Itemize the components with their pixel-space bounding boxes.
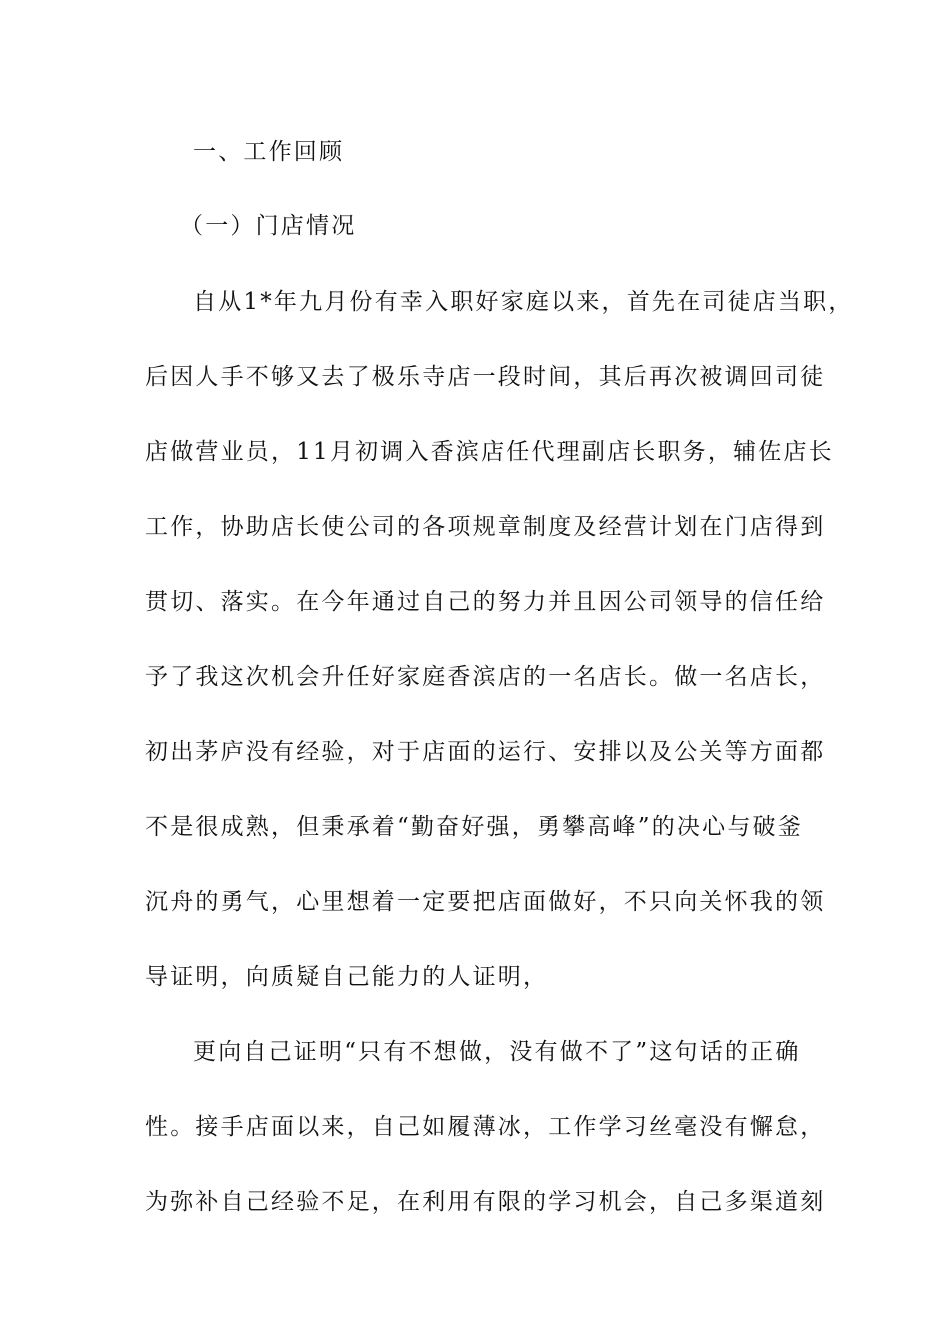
paragraph-line: 贯切、落实。在今年通过自己的努力并且因公司领导的信任给 [145,589,826,615]
paragraph-line: 更向自己证明“只有不想做，没有做不了”这句话的正确 [193,1039,801,1065]
paragraph-line: 自从1*年九月份有幸入职好家庭以来，首先在司徒店当职， [193,289,854,315]
paragraph-line: 不是很成熟，但秉承着“勤奋好强，勇攀高峰”的决心与破釜 [145,814,803,840]
paragraph-line: 性。接手店面以来，自己如履薄冰，工作学习丝毫没有懈怠， [145,1114,826,1140]
paragraph-line: 沉舟的勇气，心里想着一定要把店面做好，不只向关怀我的领 [145,889,826,915]
paragraph-line: 后因人手不够又去了极乐寺店一段时间，其后再次被调回司徒 [145,364,826,390]
section-heading: 一、工作回顾 [193,139,345,165]
paragraph-line: 工作，协助店长使公司的各项规章制度及经营计划在门店得到 [145,514,826,540]
subsection-heading: （一）门店情况 [180,213,357,239]
paragraph-line: 为弥补自己经验不足，在利用有限的学习机会，自己多渠道刻 [145,1189,826,1215]
paragraph-line: 予了我这次机会升任好家庭香滨店的一名店长。做一名店长， [145,664,826,690]
paragraph-line: 导证明，向质疑自己能力的人证明， [145,964,549,990]
paragraph-line: 店做营业员，11月初调入香滨店任代理副店长职务，辅佐店长 [145,439,834,465]
paragraph-line: 初出茅庐没有经验，对于店面的运行、安排以及公关等方面都 [145,739,826,765]
